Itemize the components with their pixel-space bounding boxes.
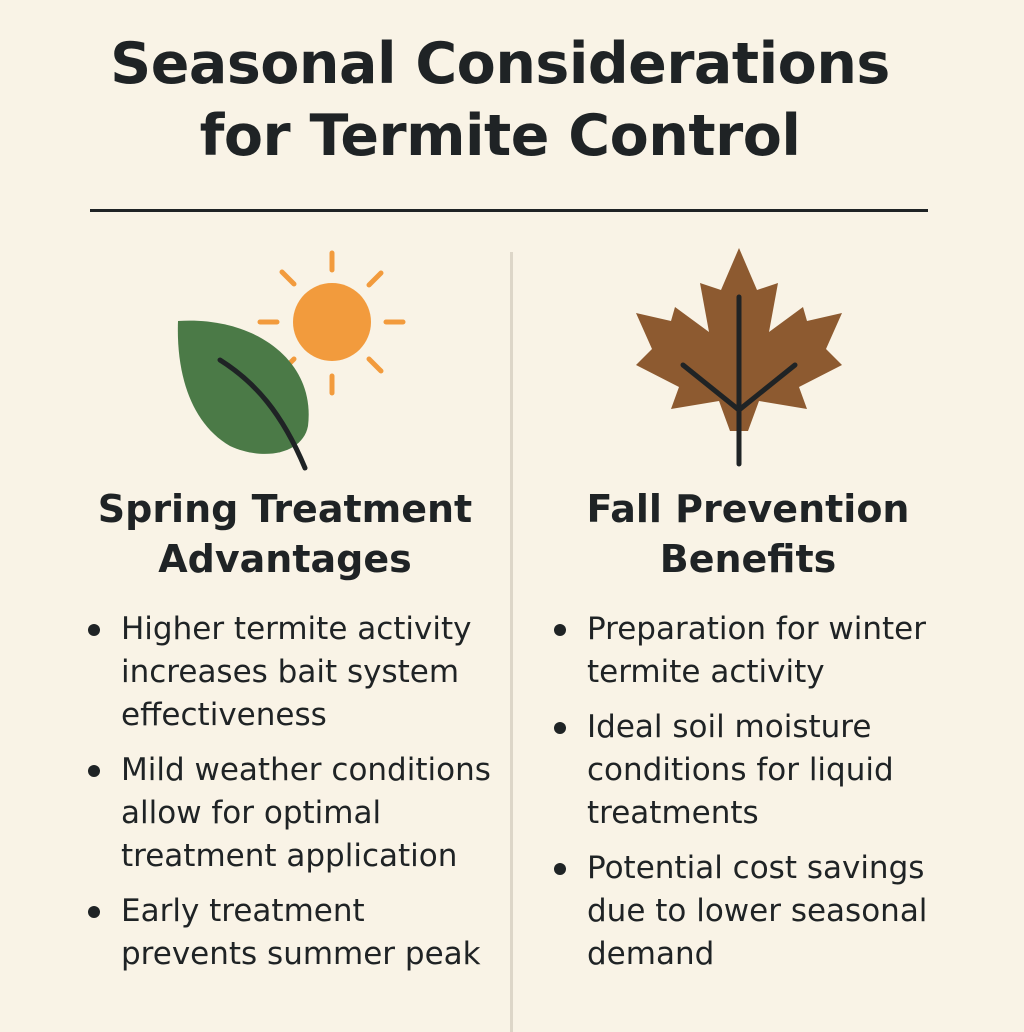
spring-heading xyxy=(80,484,490,584)
bullet-icon xyxy=(88,765,100,777)
spring-benefits-list xyxy=(84,608,504,988)
list-item-text: Higher termite activity increases bait system effectiveness xyxy=(121,611,472,733)
leaf-and-sun-icon xyxy=(170,248,410,473)
bullet-icon xyxy=(554,624,566,636)
page-title xyxy=(0,28,1000,172)
bullet-icon xyxy=(554,722,566,734)
page-title-line-1: Seasonal Considerations xyxy=(110,31,890,97)
list-item-text: Potential cost savings due to lower seasonal demand xyxy=(587,850,928,972)
sun-disc xyxy=(293,283,371,361)
column-divider xyxy=(510,252,513,1032)
list-item-text: Early treatment prevents summer peak xyxy=(121,893,481,972)
fall-heading xyxy=(540,484,956,584)
list-item xyxy=(550,608,970,694)
list-item xyxy=(84,608,504,737)
spring-heading-line-2: Advantages xyxy=(158,537,412,581)
bullet-icon xyxy=(88,906,100,918)
fall-heading-line-1: Fall Prevention xyxy=(586,487,910,531)
list-item xyxy=(84,749,504,878)
page-title-line-2: for Termite Control xyxy=(199,103,801,169)
list-item-text: Mild weather conditions allow for optimal treatment application xyxy=(121,752,491,874)
maple-leaf-veins xyxy=(683,297,795,464)
maple-leaf-icon xyxy=(628,245,850,470)
bullet-icon xyxy=(554,863,566,875)
spring-heading-line-1: Spring Treatment xyxy=(97,487,473,531)
list-item-text: Preparation for winter termite activity xyxy=(587,611,927,690)
bullet-icon xyxy=(88,624,100,636)
title-divider-rule xyxy=(90,209,928,212)
list-item xyxy=(550,847,970,976)
list-item-text: Ideal soil moisture conditions for liquid treatments xyxy=(587,709,894,831)
list-item xyxy=(84,890,504,976)
fall-heading-line-2: Benefits xyxy=(659,537,837,581)
fall-benefits-list xyxy=(550,608,970,988)
list-item xyxy=(550,706,970,835)
